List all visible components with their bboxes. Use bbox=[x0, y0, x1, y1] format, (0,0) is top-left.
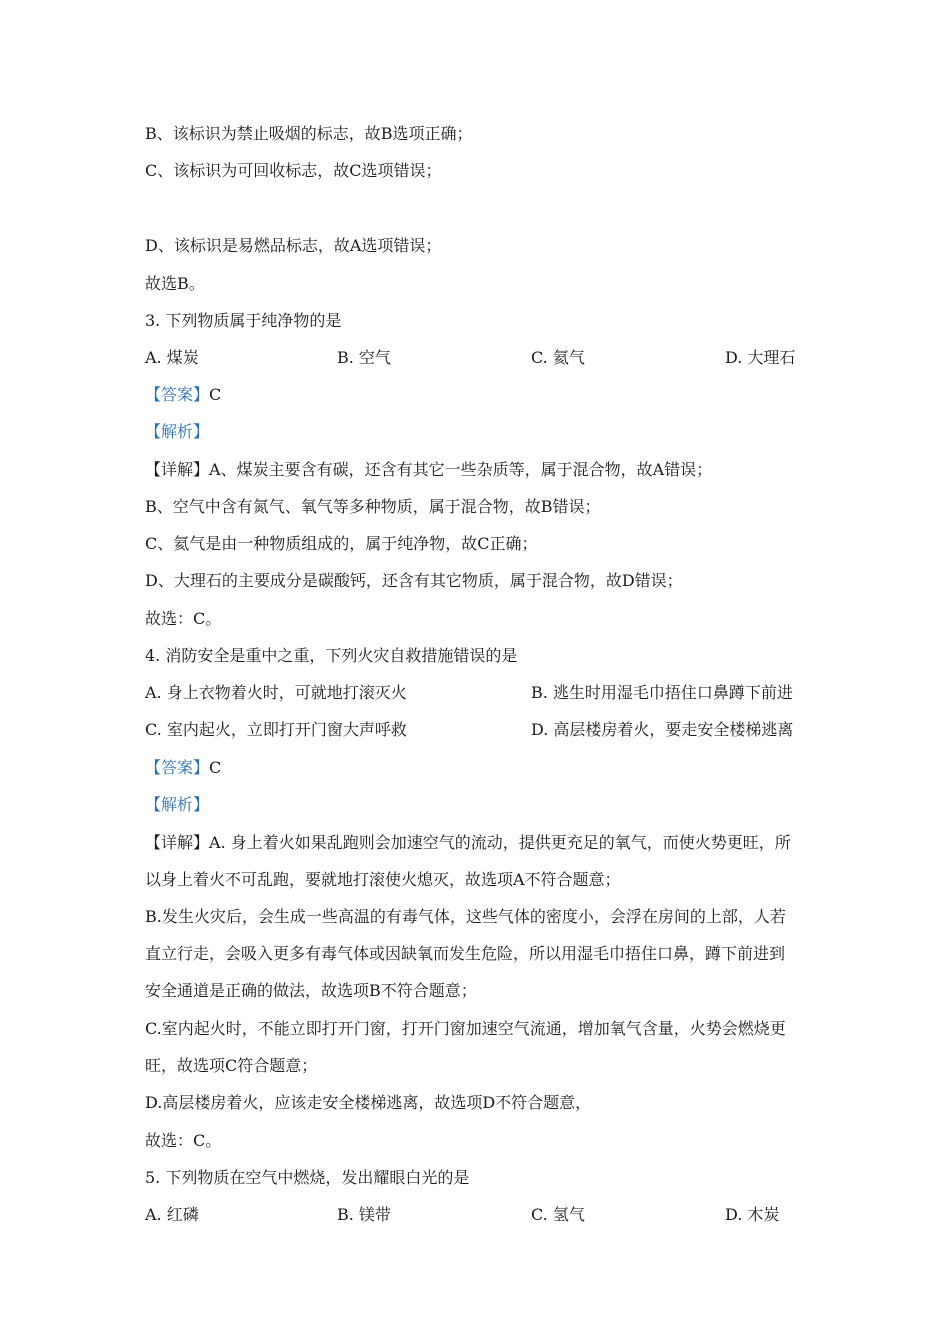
q4-option-d: D. 高层楼房着火，要走安全楼梯逃离 bbox=[531, 720, 794, 739]
q3-answer bbox=[145, 384, 221, 406]
q2-explanation-C: C、该标识为可回收标志，故C选项错误； bbox=[145, 161, 442, 180]
q3-option-b: B. 空气 bbox=[337, 348, 391, 367]
q4-detail-c-2: 旺，故选项C符合题意； bbox=[145, 1056, 318, 1075]
q4-conclusion: 故选：C。 bbox=[145, 1131, 222, 1150]
q3-detail-b: B、空气中含有氮气、氧气等多种物质，属于混合物，故B错误； bbox=[145, 497, 601, 516]
q3-conclusion: 故选：C。 bbox=[145, 609, 222, 628]
q4-detail-d: D.高层楼房着火，应该走安全楼梯逃离，故选项D不符合题意， bbox=[145, 1093, 592, 1112]
answer-tag: 【答案】 bbox=[145, 758, 210, 777]
detail-tag: 【详解】 bbox=[145, 460, 210, 479]
q3-option-d: D. 大理石 bbox=[725, 348, 796, 367]
q4-answer bbox=[145, 757, 221, 779]
q4-option-b: B. 逃生时用湿毛巾捂住口鼻蹲下前进 bbox=[531, 683, 793, 702]
q3-option-a: A. 煤炭 bbox=[145, 348, 199, 367]
q5-option-d: D. 木炭 bbox=[725, 1205, 780, 1224]
q2-explanation-B: B、该标识为禁止吸烟的标志，故B选项正确； bbox=[145, 124, 473, 143]
q3-analysis-tag: 【解析】 bbox=[145, 422, 210, 441]
q2-explanation-D: D、该标识是易燃品标志，故A选项错误； bbox=[145, 236, 442, 255]
detail-tag: 【详解】 bbox=[145, 833, 210, 852]
q3-detail-a bbox=[145, 459, 712, 481]
q4-option-c: C. 室内起火，立即打开门窗大声呼救 bbox=[145, 720, 407, 739]
q3-option-c: C. 氦气 bbox=[531, 348, 585, 367]
q3-detail-d: D、大理石的主要成分是碳酸钙，还含有其它物质，属于混合物，故D错误； bbox=[145, 571, 683, 590]
q5-stem: 5. 下列物质在空气中燃烧，发出耀眼白光的是 bbox=[145, 1168, 470, 1187]
answer-value: C bbox=[209, 385, 222, 404]
q4-detail-b-1: B.发生火灾后，会生成一些高温的有毒气体，这些气体的密度小，会浮在房间的上部，人若 bbox=[145, 907, 786, 926]
q5-option-b: B. 镁带 bbox=[337, 1205, 391, 1224]
q4-detail-a-1 bbox=[145, 832, 791, 854]
q4-stem: 4. 消防安全是重中之重，下列火灾自救措施错误的是 bbox=[145, 646, 518, 665]
q3-stem: 3. 下列物质属于纯净物的是 bbox=[145, 311, 342, 330]
q4-analysis-tag: 【解析】 bbox=[145, 795, 210, 814]
detail-text: A、煤炭主要含有碳，还含有其它一些杂质等，属于混合物，故A错误； bbox=[209, 460, 713, 479]
q4-detail-c-1: C.室内起火时，不能立即打开门窗，打开门窗加速空气流通，增加氧气含量，火势会燃烧更 bbox=[145, 1019, 786, 1038]
q4-detail-b-3: 安全通道是正确的做法，故选项B不符合题意； bbox=[145, 981, 477, 1000]
q5-option-c: C. 氢气 bbox=[531, 1205, 585, 1224]
answer-value: C bbox=[209, 758, 222, 777]
q4-option-a: A. 身上衣物着火时，可就地打滚灭火 bbox=[145, 683, 407, 702]
q4-detail-b-2: 直立行走，会吸入更多有毒气体或因缺氧而发生危险，所以用湿毛巾捂住口鼻，蹲下前进到 bbox=[145, 944, 786, 963]
q3-detail-c: C、氦气是由一种物质组成的，属于纯净物，故C正确； bbox=[145, 534, 538, 553]
q4-detail-a-2: 以身上着火不可乱跑，要就地打滚使火熄灭，故选项A不符合题意； bbox=[145, 870, 621, 889]
q2-conclusion: 故选B。 bbox=[145, 274, 205, 293]
q5-option-a: A. 红磷 bbox=[145, 1205, 199, 1224]
answer-tag: 【答案】 bbox=[145, 385, 210, 404]
detail-text: A. 身上着火如果乱跑则会加速空气的流动，提供更充足的氧气，而使火势更旺，所 bbox=[209, 833, 791, 852]
